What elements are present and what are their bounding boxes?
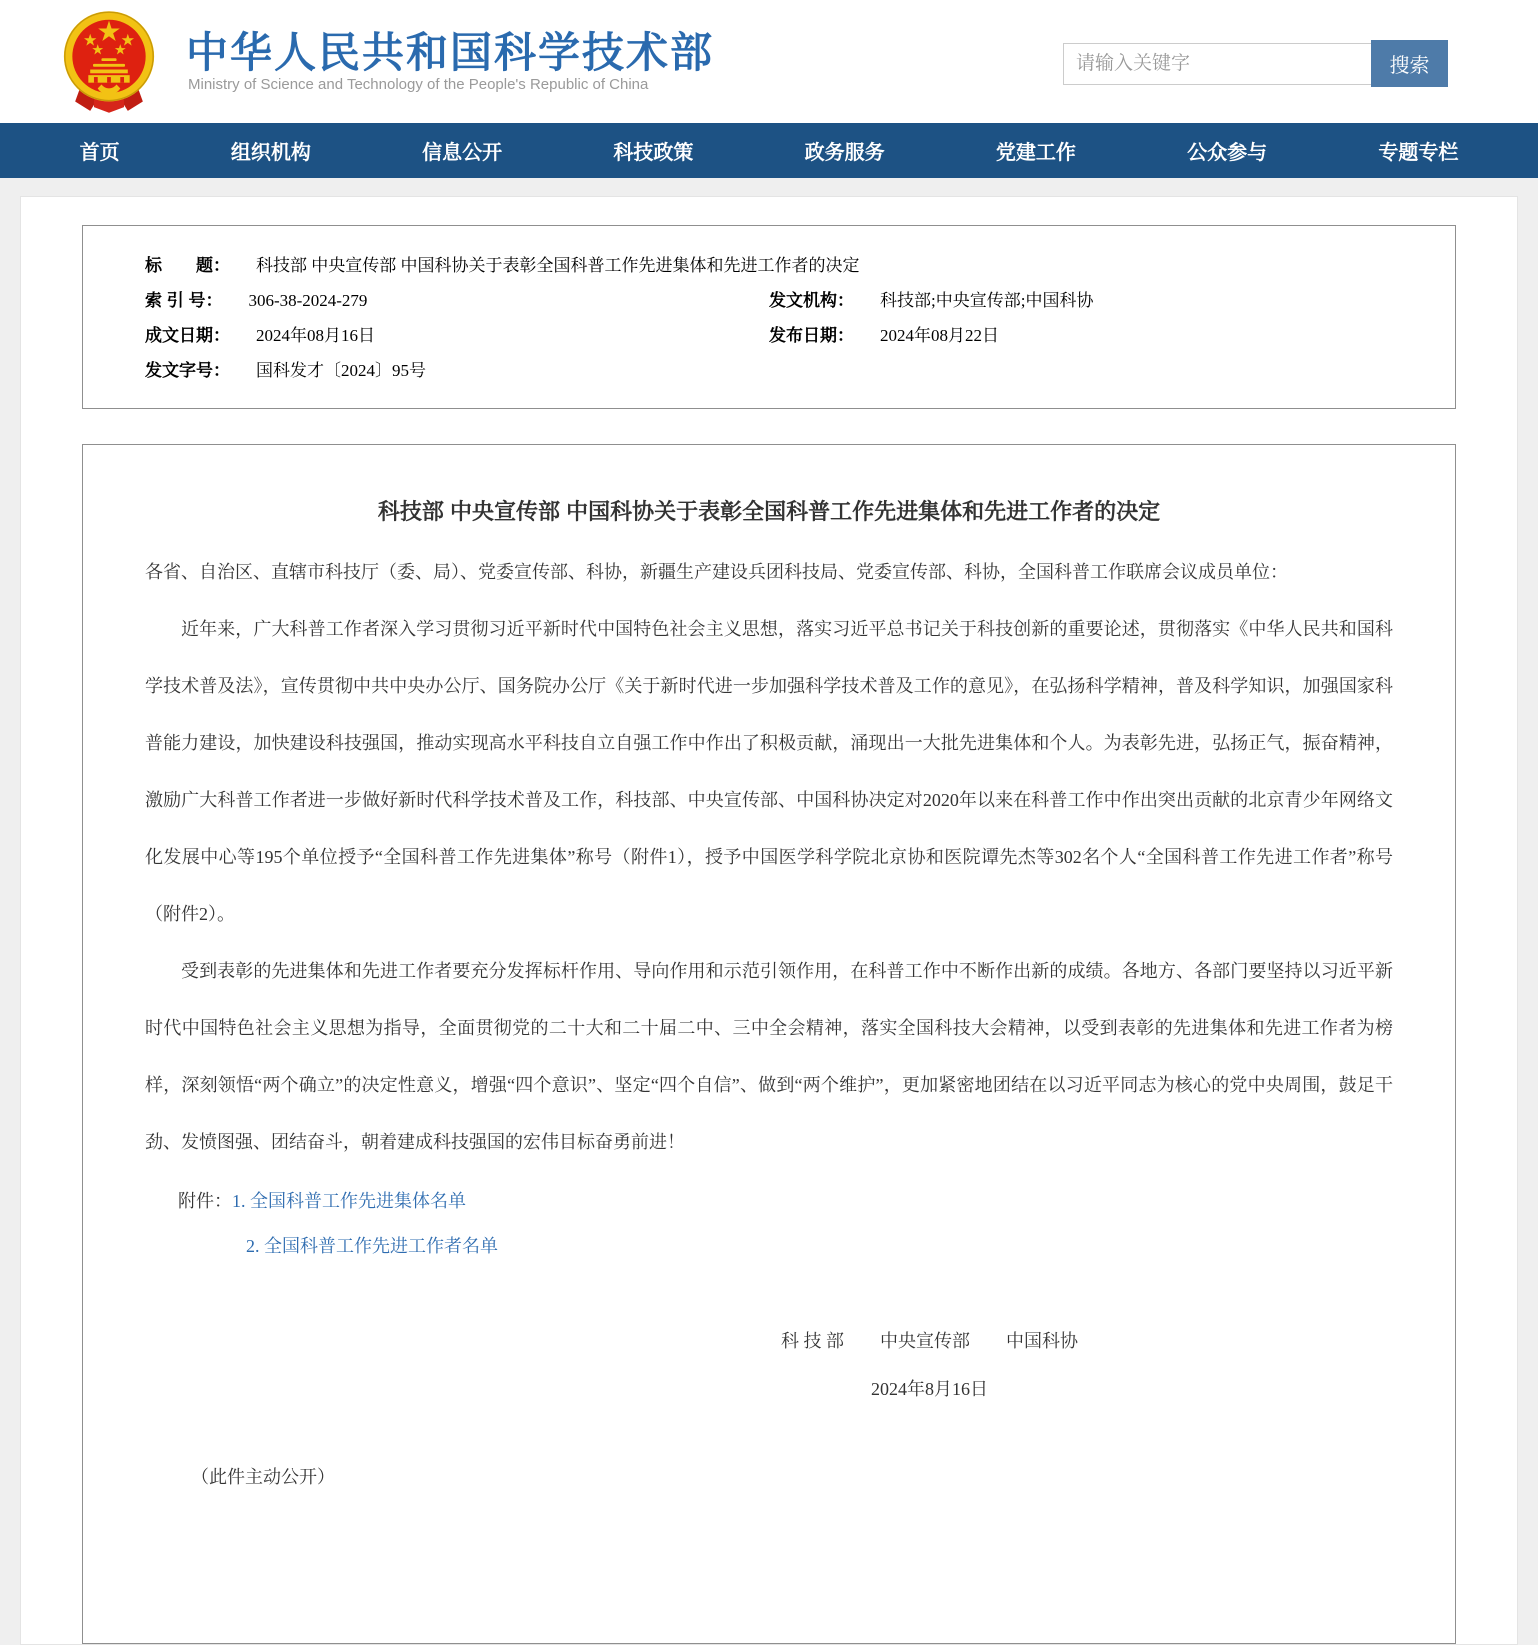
meta-publish-date-label: 发布日期：: [769, 326, 854, 345]
nav-item-party-building[interactable]: 党建工作: [995, 142, 1076, 164]
meta-row-dates: [145, 318, 1455, 353]
article-body: [145, 544, 1393, 1489]
nav-item-organization[interactable]: 组织机构: [230, 142, 311, 164]
signature-block: [145, 1327, 1393, 1401]
attachment-link-2[interactable]: 2. 全国科普工作先进工作者名单: [246, 1236, 498, 1256]
national-emblem-icon: [62, 8, 156, 116]
content-panel: [20, 196, 1518, 1645]
nav-item-sci-policy[interactable]: 科技政策: [613, 142, 694, 164]
meta-title-value: 科技部 中央宣传部 中国科协关于表彰全国科普工作先进集体和先进工作者的决定: [256, 256, 860, 275]
meta-row-index: [145, 283, 1455, 318]
meta-row-title: [145, 248, 1455, 283]
attachment-line-1: [145, 1179, 1393, 1224]
article-paragraph-1: 近年来，广大科普工作者深入学习贯彻习近平新时代中国特色社会主义思想，落实习近平总书记关于科技创新的重要论述，贯彻落实《中华人民共和国科学技术普及法》，宣传贯彻中共中央办公厅、国务院办公厅《关于新时代进一步加强科学技术普及工作的意见》，在弘扬科学精神，普及科学知识，加强国家科普能力建设，加快建设科技强国，推动实现高水平科技自立自强工作中作出了积极贡献，涌现出一大批先进集体和个人。为表彰先进，弘扬正气，振奋精神，激励广大科普工作者进一步做好新时代科学技术普及工作，科技部、中央宣传部、中国科协决定对2020年以来在科普工作中作出突出贡献的北京青少年网络文化发展中心等195个单位授予“全国科普工作先进集体”称号（附件1），授予中国医学科学院北京协和医院谭先杰等302名个人“全国科普工作先进工作者”称号（附件2）。: [145, 619, 1393, 924]
attachments-label: 附件：: [178, 1191, 232, 1211]
article-paragraph-salutation: 各省、自治区、直辖市科技厅（委、局）、党委宣传部、科协，新疆生产建设兵团科技局、党委宣传部、科协，全国科普工作联席会议成员单位：: [145, 562, 1288, 582]
signature-agencies: 科 技 部 中央宣传部 中国科协: [781, 1331, 1078, 1351]
attachment-line-2: [145, 1224, 1393, 1269]
meta-written-date-value: 2024年08月16日: [256, 326, 375, 345]
nav-item-info-disclosure[interactable]: 信息公开: [422, 142, 503, 164]
article-box: [82, 444, 1456, 1644]
meta-doc-number-value: 国科发才〔2024〕95号: [256, 361, 426, 380]
site-subtitle: Ministry of Science and Technology of the People's Republic of China: [188, 76, 649, 93]
search-bar: [1063, 40, 1448, 87]
signature-date: 2024年8月16日: [871, 1379, 988, 1399]
main-nav: [0, 123, 1538, 178]
site-title: 中华人民共和国科学技术部: [186, 29, 715, 76]
meta-written-date-label: 成文日期：: [145, 326, 230, 345]
meta-index-value: 306-38-2024-279: [248, 291, 368, 310]
article-title: 科技部 中央宣传部 中国科协关于表彰全国科普工作先进集体和先进工作者的决定: [377, 499, 1161, 524]
nav-item-home[interactable]: 首页: [79, 142, 120, 164]
nav-item-public-participation[interactable]: 公众参与: [1187, 142, 1268, 164]
article-paragraph-2: 受到表彰的先进集体和先进工作者要充分发挥标杆作用、导向作用和示范引领作用，在科普工作中不断作出新的成绩。各地方、各部门要坚持以习近平新时代中国特色社会主义思想为指导，全面贯彻党的二十大和二十届二中、三中全会精神，落实全国科技大会精神，以受到表彰的先进集体和先进工作者为榜样，深刻领悟“两个确立”的决定性意义，增强“四个意识”、坚定“四个自信”、做到“两个维护”，更加紧密地团结在以习近平同志为核心的党中央周围，鼓足干劲、发愤图强、团结奋斗，朝着建成科技强国的宏伟目标奋勇前进！: [145, 961, 1393, 1152]
meta-index-label: 索 引 号：: [145, 291, 223, 310]
site-header: [0, 0, 1538, 123]
meta-issuer-label: 发文机构：: [769, 291, 854, 310]
meta-doc-number-label: 发文字号：: [145, 361, 230, 380]
search-input[interactable]: [1063, 43, 1371, 85]
nav-item-special-topics[interactable]: 专题专栏: [1378, 142, 1459, 164]
meta-row-doc-number: [145, 353, 1455, 388]
meta-issuer-value: 科技部;中央宣传部;中国科协: [880, 291, 1094, 310]
document-metadata-box: [82, 225, 1456, 409]
nav-item-gov-services[interactable]: 政务服务: [804, 142, 885, 164]
search-button[interactable]: 搜索: [1371, 40, 1448, 87]
attachment-link-1[interactable]: 1. 全国科普工作先进集体名单: [232, 1191, 466, 1211]
meta-publish-date-value: 2024年08月22日: [880, 326, 999, 345]
disclosure-note: （此件主动公开）: [191, 1467, 335, 1487]
meta-title-label: 标 题：: [145, 256, 230, 275]
